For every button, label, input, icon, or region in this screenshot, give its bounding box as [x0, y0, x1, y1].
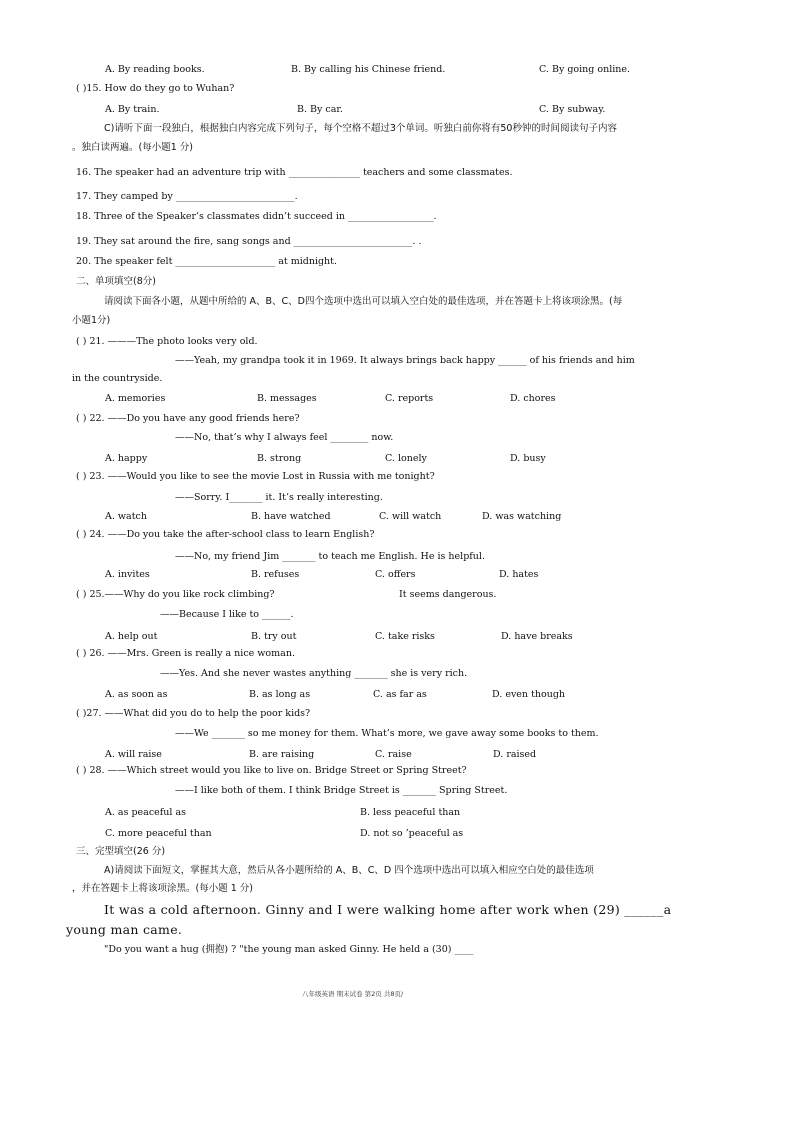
q22-option-b: B. strong: [257, 453, 302, 464]
q25-stem: ( ) 25.——Why do you like rock climbing?: [76, 589, 275, 600]
q27-option-b: B. are raising: [249, 749, 315, 760]
q23-stem: ( ) 23. ——Would you like to see the movie Lost in Russia with me tonight?: [76, 471, 435, 482]
q25-stem-tail: It seems dangerous.: [399, 589, 497, 600]
section-c-instruction: C)请听下面一段独白，根据独白内容完成下列句子，每个空格不超过3个单词。听独白前你将有50秒钟的时间阅读句子内容: [104, 123, 617, 134]
q23-option-a: A. watch: [105, 511, 147, 522]
q14-option-b: B. By calling his Chinese friend.: [291, 64, 446, 75]
passage-line: It was a cold afternoon. Ginny and I were walking home after work when (29) ______a: [104, 902, 672, 917]
q21-stem: ( ) 21. ———The photo looks very old.: [76, 336, 258, 347]
part3-instruction: A)请阅读下面短文，掌握其大意，然后从各小题所给的 A、B、C、D 四个选项中选出可以填入相应空白处的最佳选项: [104, 865, 594, 876]
q28-option-d: D. not so ’peaceful as: [360, 828, 464, 839]
q24-option-b: B. refuses: [251, 569, 300, 580]
q26-option-c: C. as far as: [373, 689, 427, 700]
passage-line: young man came.: [66, 922, 183, 937]
q23-option-b: B. have watched: [251, 511, 331, 522]
q28-reply: ——I like both of them. I think Bridge Street is _______ Spring Street.: [175, 785, 508, 796]
q24-option-d: D. hates: [499, 569, 539, 580]
q21-option-c: C. reports: [385, 393, 434, 404]
q26-stem: ( ) 26. ——Mrs. Green is really a nice woman.: [76, 648, 295, 659]
q26-option-a: A. as soon as: [105, 689, 168, 700]
part2-instruction: 请阅读下面各小题，从题中所给的 A、B、C、D四个选项中选出可以填入空白处的最佳选项，并在答题卡上将该项涂黑。(每: [104, 296, 623, 307]
q25-option-a: A. help out: [105, 631, 158, 642]
q24-stem: ( ) 24. ——Do you take the after-school class to learn English?: [76, 529, 375, 540]
q19-sentence: 19. They sat around the fire, sang songs and _________________________. .: [76, 236, 422, 247]
q21-reply-cont: in the countryside.: [72, 373, 163, 384]
q27-option-c: C. raise: [375, 749, 412, 760]
passage-line: "Do you want a hug (拥抱) ? "the young man asked Ginny. He held a (30) ____: [104, 944, 474, 955]
q25-option-b: B. try out: [251, 631, 297, 642]
section-c-instruction-cont: 。独白读两遍。(每小题1 分): [72, 142, 193, 153]
q23-option-c: C. will watch: [379, 511, 442, 522]
q23-reply: ——Sorry. I_______ it. It’s really interesting.: [175, 492, 383, 503]
q21-option-b: B. messages: [257, 393, 317, 404]
part3-instruction-cont: ，并在答题卡上将该项涂黑。(每小题 1 分): [72, 883, 253, 894]
q15-option-a: A. By train.: [105, 104, 160, 115]
q24-option-c: C. offers: [375, 569, 416, 580]
q28-option-b: B. less peaceful than: [360, 807, 461, 818]
q14-option-c: C. By going online.: [539, 64, 631, 75]
q25-option-c: C. take risks: [375, 631, 435, 642]
q22-option-a: A. happy: [105, 453, 148, 464]
q17-sentence: 17. They camped by _________________________.: [76, 191, 298, 202]
q26-reply: ——Yes. And she never wastes anything _______ she is very rich.: [160, 668, 468, 679]
q21-option-d: D. chores: [510, 393, 556, 404]
q15-stem: ( )15. How do they go to Wuhan?: [76, 83, 235, 94]
q27-reply: ——We _______ so me money for them. What’s more, we gave away some books to them.: [175, 728, 599, 739]
q22-stem: ( ) 22. ——Do you have any good friends here?: [76, 413, 300, 424]
q27-option-a: A. will raise: [105, 749, 162, 760]
page-footer: 八年级英语 期末试卷 第2页 共8页/: [302, 990, 404, 998]
part2-heading: 二、单项填空(8分): [76, 276, 156, 287]
q15-option-c: C. By subway.: [539, 104, 606, 115]
q27-option-d: D. raised: [493, 749, 537, 760]
q22-reply: ——No, that’s why I always feel ________ now.: [175, 432, 394, 443]
q22-option-c: C. lonely: [385, 453, 427, 464]
q24-reply: ——No, my friend Jim _______ to teach me English. He is helpful.: [175, 551, 485, 562]
q22-option-d: D. busy: [510, 453, 546, 464]
q25-option-d: D. have breaks: [501, 631, 573, 642]
q28-option-a: A. as peaceful as: [105, 807, 187, 818]
q21-reply: ——Yeah, my grandpa took it in 1969. It always brings back happy ______ of his friends and him: [175, 355, 635, 366]
q27-stem: ( )27. ——What did you do to help the poor kids?: [76, 708, 311, 719]
q26-option-d: D. even though: [492, 689, 566, 700]
q18-sentence: 18. Three of the Speaker’s classmates didn’t succeed in __________________.: [76, 211, 437, 222]
q20-sentence: 20. The speaker felt _____________________ at midnight.: [76, 256, 338, 267]
q14-option-a: A. By reading books.: [105, 64, 205, 75]
q28-option-c: C. more peaceful than: [105, 828, 212, 839]
q15-option-b: B. By car.: [297, 104, 343, 115]
part3-heading: 三、完型填空(26 分): [76, 846, 166, 857]
q26-option-b: B. as long as: [249, 689, 311, 700]
q23-option-d: D. was watching: [482, 511, 562, 522]
q24-option-a: A. invites: [105, 569, 150, 580]
q16-sentence: 16. The speaker had an adventure trip with _______________ teachers and some classmates.: [76, 167, 513, 178]
q28-stem: ( ) 28. ——Which street would you like to live on. Bridge Street or Spring Street?: [76, 765, 467, 776]
q25-reply: ——Because I like to ______.: [160, 609, 294, 620]
q21-option-a: A. memories: [105, 393, 166, 404]
part2-instruction-cont: 小题1分): [72, 315, 111, 326]
